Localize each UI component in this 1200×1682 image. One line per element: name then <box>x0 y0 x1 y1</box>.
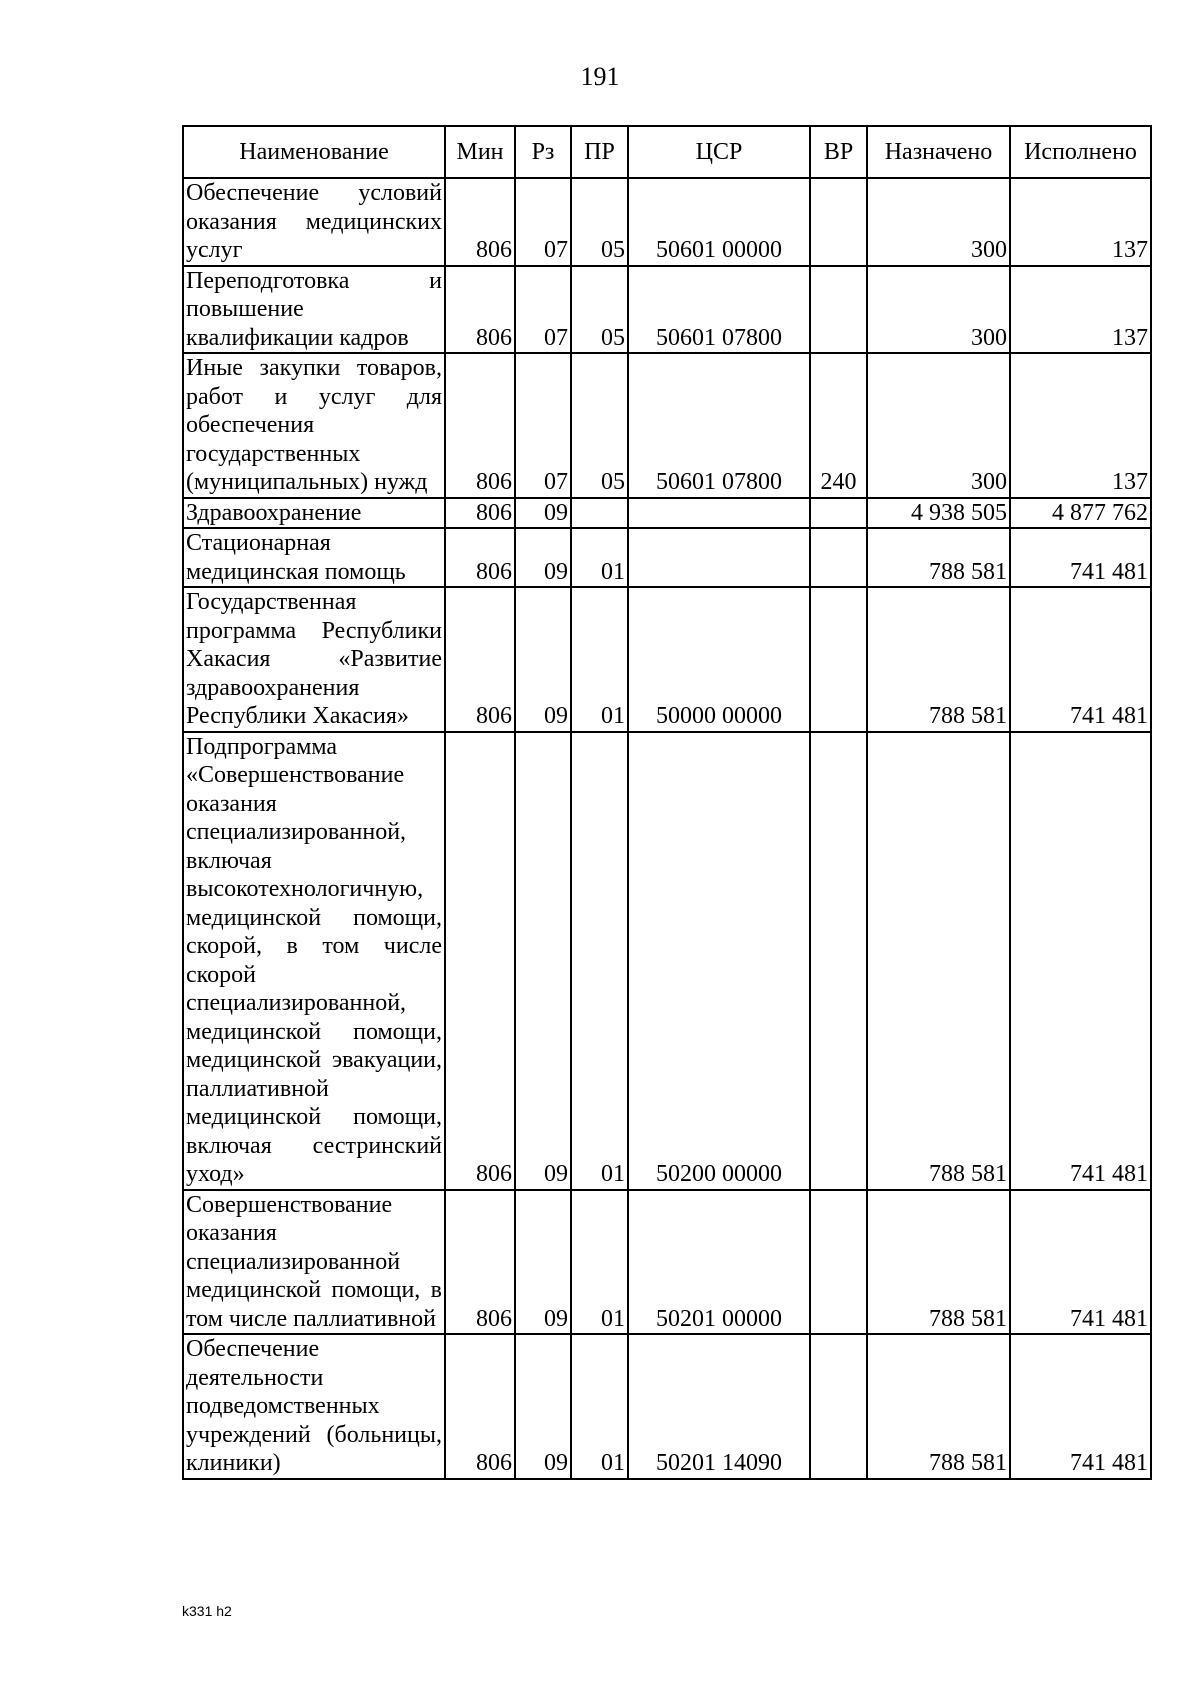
cell-min: 806 <box>445 266 515 354</box>
cell-assigned: 788 581 <box>867 587 1010 732</box>
cell-executed: 137 <box>1010 266 1151 354</box>
cell-pr: 05 <box>571 353 628 498</box>
header-vr: ВР <box>810 126 867 178</box>
header-rz: Рз <box>515 126 571 178</box>
cell-pr: 01 <box>571 528 628 587</box>
cell-vr <box>810 266 867 354</box>
page-number: 191 <box>580 62 620 91</box>
cell-vr <box>810 528 867 587</box>
cell-assigned: 300 <box>867 178 1010 266</box>
cell-name: Здравоохранение <box>183 498 445 529</box>
cell-name: Совершенствование оказания специализированной медицинской помощи, в том числе паллиативной <box>183 1190 445 1335</box>
cell-vr <box>810 178 867 266</box>
cell-min: 806 <box>445 178 515 266</box>
cell-csr: 50601 07800 <box>628 353 810 498</box>
header-executed: Исполнено <box>1010 126 1151 178</box>
cell-name: Обеспечение деятельности подведомственных учреждений (больницы, клиники) <box>183 1334 445 1479</box>
cell-rz: 09 <box>515 1190 571 1335</box>
cell-rz: 07 <box>515 266 571 354</box>
table-row <box>183 353 1151 498</box>
table-row <box>183 1190 1151 1335</box>
cell-vr <box>810 498 867 529</box>
table-row <box>183 587 1151 732</box>
cell-pr: 01 <box>571 587 628 732</box>
table-body <box>183 178 1151 1479</box>
cell-csr: 50601 00000 <box>628 178 810 266</box>
cell-vr <box>810 1334 867 1479</box>
cell-assigned: 300 <box>867 266 1010 354</box>
cell-rz: 09 <box>515 587 571 732</box>
cell-rz: 07 <box>515 353 571 498</box>
table-header <box>183 126 1151 178</box>
cell-rz: 09 <box>515 732 571 1190</box>
cell-pr: 01 <box>571 732 628 1190</box>
cell-csr <box>628 498 810 529</box>
cell-pr: 05 <box>571 178 628 266</box>
cell-vr <box>810 732 867 1190</box>
cell-name: Иные закупки товаров, работ и услуг для обеспечения государственных (муниципальных) нужд <box>183 353 445 498</box>
cell-rz: 09 <box>515 1334 571 1479</box>
cell-csr: 50201 14090 <box>628 1334 810 1479</box>
cell-pr: 01 <box>571 1334 628 1479</box>
cell-min: 806 <box>445 1334 515 1479</box>
cell-assigned: 788 581 <box>867 1190 1010 1335</box>
cell-vr: 240 <box>810 353 867 498</box>
header-row <box>183 126 1151 178</box>
cell-name: Переподготовка и повышение квалификации кадров <box>183 266 445 354</box>
cell-name: Стационарная медицинская помощь <box>183 528 445 587</box>
header-name: Наименование <box>183 126 445 178</box>
cell-csr: 50201 00000 <box>628 1190 810 1335</box>
cell-name: Государственная программа Республики Хакасия «Развитие здравоохранения Республики Хакасия» <box>183 587 445 732</box>
table-row <box>183 528 1151 587</box>
cell-rz: 09 <box>515 498 571 529</box>
header-assigned: Назначено <box>867 126 1010 178</box>
cell-min: 806 <box>445 498 515 529</box>
cell-rz: 09 <box>515 528 571 587</box>
table-row <box>183 732 1151 1190</box>
cell-vr <box>810 1190 867 1335</box>
cell-executed: 741 481 <box>1010 528 1151 587</box>
cell-csr: 50601 07800 <box>628 266 810 354</box>
table-row <box>183 178 1151 266</box>
cell-assigned: 4 938 505 <box>867 498 1010 529</box>
table-row <box>183 266 1151 354</box>
cell-pr: 05 <box>571 266 628 354</box>
cell-executed: 137 <box>1010 353 1151 498</box>
document-code: k331 h2 <box>182 1603 232 1619</box>
table-row <box>183 498 1151 529</box>
header-csr: ЦСР <box>628 126 810 178</box>
header-pr: ПР <box>571 126 628 178</box>
cell-rz: 07 <box>515 178 571 266</box>
cell-executed: 741 481 <box>1010 587 1151 732</box>
cell-min: 806 <box>445 353 515 498</box>
cell-csr: 50000 00000 <box>628 587 810 732</box>
cell-executed: 741 481 <box>1010 1334 1151 1479</box>
cell-assigned: 788 581 <box>867 732 1010 1190</box>
cell-assigned: 788 581 <box>867 528 1010 587</box>
cell-executed: 741 481 <box>1010 732 1151 1190</box>
cell-assigned: 788 581 <box>867 1334 1010 1479</box>
cell-assigned: 300 <box>867 353 1010 498</box>
cell-executed: 4 877 762 <box>1010 498 1151 529</box>
table-row <box>183 1334 1151 1479</box>
cell-name: Обеспечение условий оказания медицинских услуг <box>183 178 445 266</box>
cell-executed: 741 481 <box>1010 1190 1151 1335</box>
cell-min: 806 <box>445 528 515 587</box>
cell-min: 806 <box>445 587 515 732</box>
cell-pr <box>571 498 628 529</box>
cell-min: 806 <box>445 1190 515 1335</box>
cell-min: 806 <box>445 732 515 1190</box>
cell-csr: 50200 00000 <box>628 732 810 1190</box>
cell-csr <box>628 528 810 587</box>
budget-table <box>182 125 1152 1480</box>
cell-name: Подпрограмма «Совершенствование оказания специализированной, включая высокотехнологичную, медицинской помощи, скорой, в том числе скорой специализированной, медицинской помощи, медицинской эвакуации, паллиативной медицинской помощи, включая сестринский уход» <box>183 732 445 1190</box>
header-min: Мин <box>445 126 515 178</box>
cell-executed: 137 <box>1010 178 1151 266</box>
cell-pr: 01 <box>571 1190 628 1335</box>
cell-vr <box>810 587 867 732</box>
